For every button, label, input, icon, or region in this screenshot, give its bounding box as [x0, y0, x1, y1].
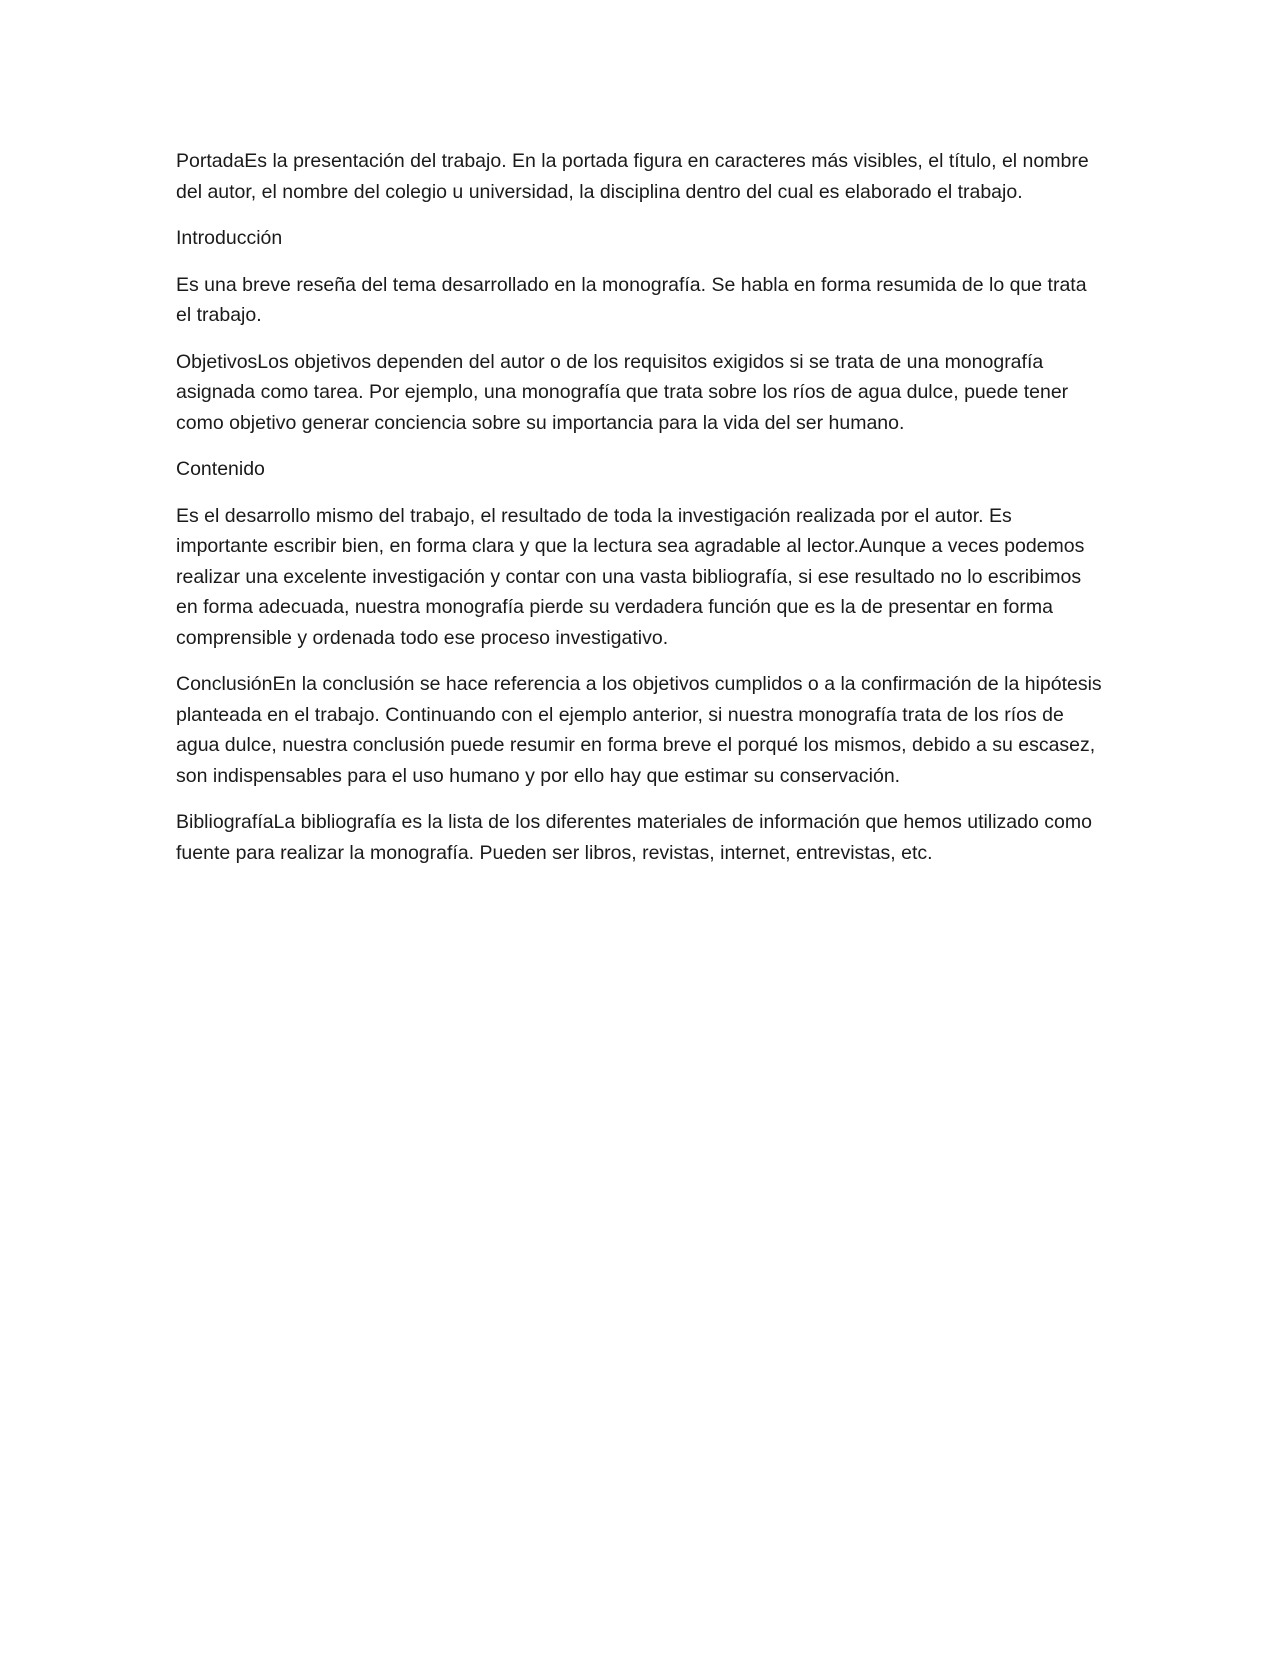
paragraph-conclusion: ConclusiónEn la conclusión se hace referencia a los objetivos cumplidos o a la confirmación de la hipótesis planteada en el trabajo. Continuando con el ejemplo anterior, si nuestra monografía trata de los ríos de agua dulce, nuestra conclusión puede resumir en forma breve el porqué los mismos, debido a su escasez, son indispensables para el uso humano y por ello hay que estimar su conservación.	[176, 673, 1102, 787]
paragraph-contenido: Es el desarrollo mismo del trabajo, el resultado de toda la investigación realizada por el autor. Es importante escribir bien, en forma clara y que la lectura sea agradable al lector.Aunque a veces podemos realizar una excelente investigación y contar con una vasta bibliografía, si ese resultado no lo escribimos en forma adecuada, nuestra monografía pierde su verdadera función que es la de presentar en forma comprensible y ordenada todo ese proceso investigativo.	[176, 504, 1085, 649]
heading-introduccion: Introducción	[176, 227, 283, 249]
paragraph-introduccion: Es una breve reseña del tema desarrollado en la monografía. Se habla en forma resumida de lo que trata el trabajo.	[176, 273, 1087, 326]
paragraph-portada: PortadaEs la presentación del trabajo. En la portada figura en caracteres más visibles, el título, el nombre del autor, el nombre del colegio u universidad, la disciplina dentro del cual es elaborado el trabajo.	[176, 150, 1089, 203]
paragraph-bibliografia: BibliografíaLa bibliografía es la lista de los diferentes materiales de información que hemos utilizado como fuente para realizar la monografía. Pueden ser libros, revistas, internet, entrevistas, etc.	[176, 811, 1092, 864]
paragraph-objetivos: ObjetivosLos objetivos dependen del autor o de los requisitos exigidos si se trata de una monografía asignada como tarea. Por ejemplo, una monografía que trata sobre los ríos de agua dulce, puede tener como objetivo generar conciencia sobre su importancia para la vida del ser humano.	[176, 350, 1069, 434]
heading-contenido: Contenido	[176, 458, 265, 480]
document-body	[176, 146, 1106, 884]
